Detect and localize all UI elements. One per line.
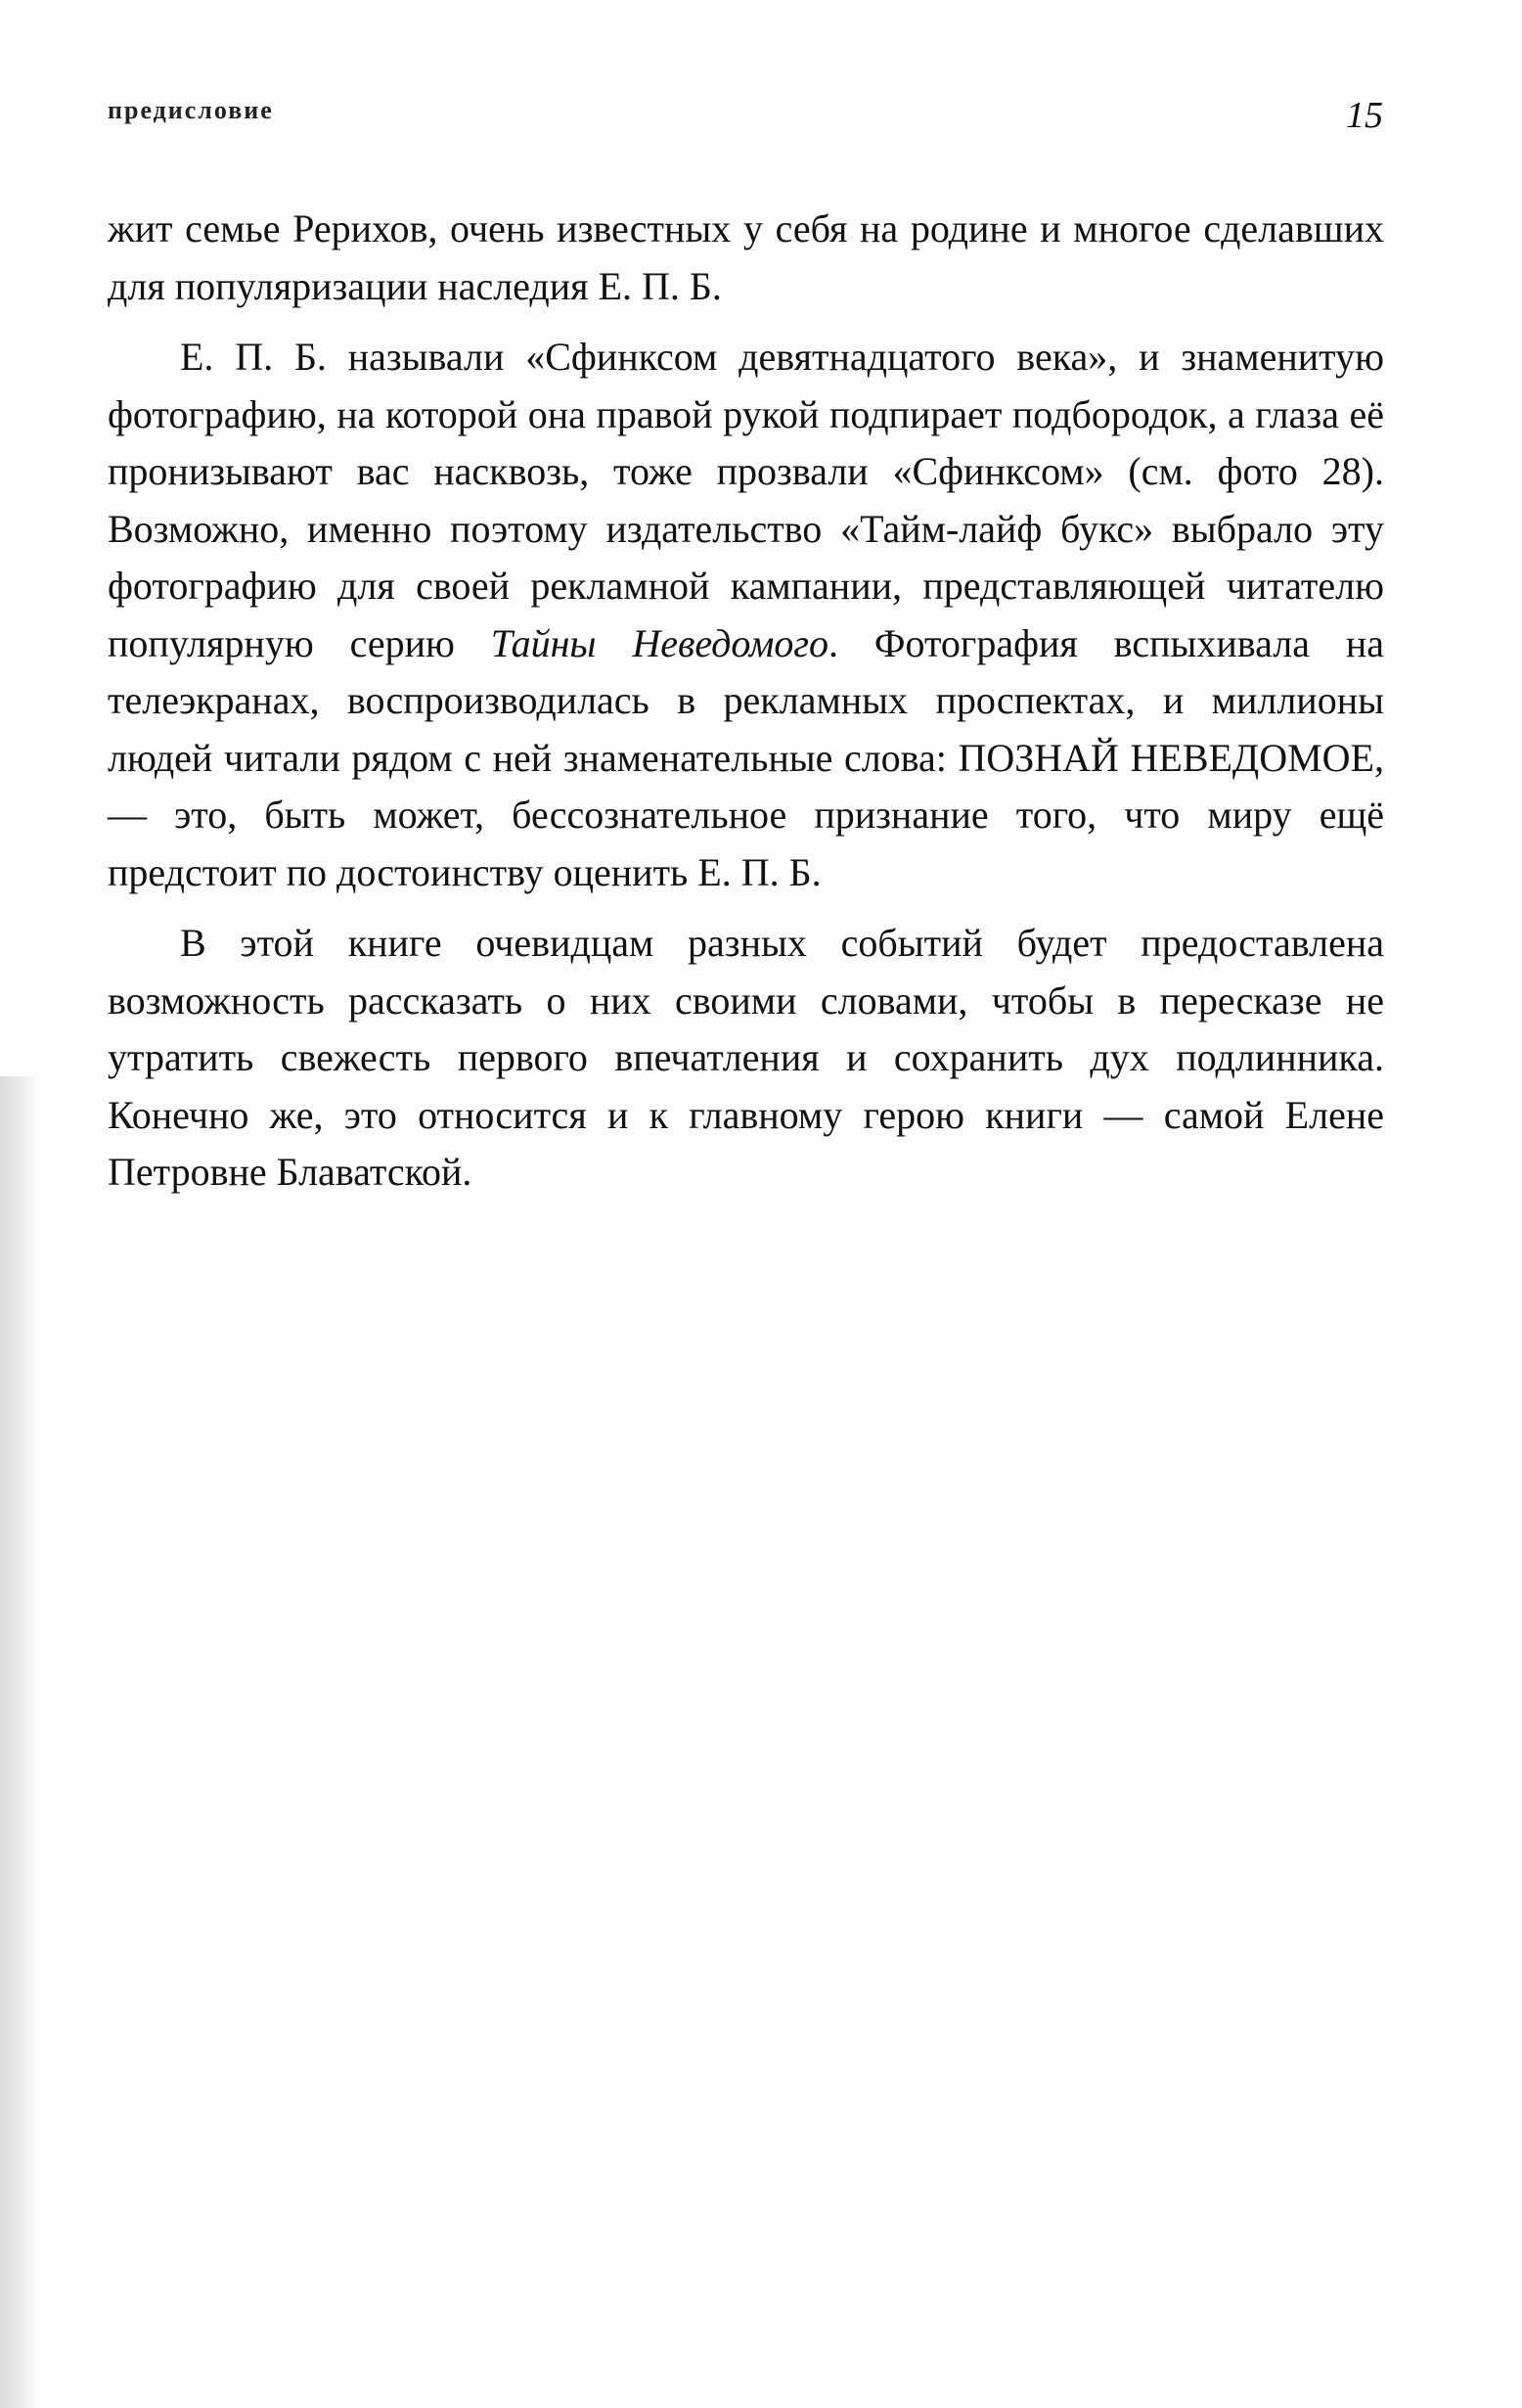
- paragraph-2-text-before-italic: Е. П. Б. называли «Сфинксом девятнадцатого века», и знаменитую фотографию, на которой она правой рукой подпирает подбородок, а глаза её пронизывают вас насквозь, тоже прозвали «Сфинксом» (см. фото 28). Возможно, именно поэтому издательство «Тайм-лайф букс» выбрало эту фотографию для своей рекламной кампании, представляющей читателю популярную серию: [108, 335, 1384, 665]
- paragraph-1: жит семье Рерихов, очень известных у себя на родине и многое сделавших для популяризации наследия Е. П. Б.: [108, 206, 1384, 308]
- paragraph-2-text-after-italic: . Фотография вспыхивала на телеэкранах, воспроизводилась в рекламных проспектах, и миллионы людей читали рядом с ней знаменательные слова: ПОЗНАЙ НЕВЕДОМОЕ,— это, быть может, бессознательное признание того, что миру ещё предстоит по достоинству оценить Е. П. Б.: [108, 620, 1384, 894]
- body-text: [108, 201, 1384, 1202]
- paragraph-2: [108, 329, 1384, 901]
- page-edge-shadow: [0, 1076, 39, 2408]
- page-number: 15: [1346, 95, 1383, 136]
- running-title: предисловие: [108, 96, 274, 124]
- paragraph-3: В этой книге очевидцам разных событий будет предоставлена возможность рассказать о них своими словами, чтобы в пересказе не утратить свежесть первого впечатления и сохранить дух подлинника. Конечно же, это относится и к главному герою книги — самой Елене Петровне Блаватской.: [108, 921, 1384, 1194]
- series-title-italic: Тайны Неведомого: [490, 620, 828, 665]
